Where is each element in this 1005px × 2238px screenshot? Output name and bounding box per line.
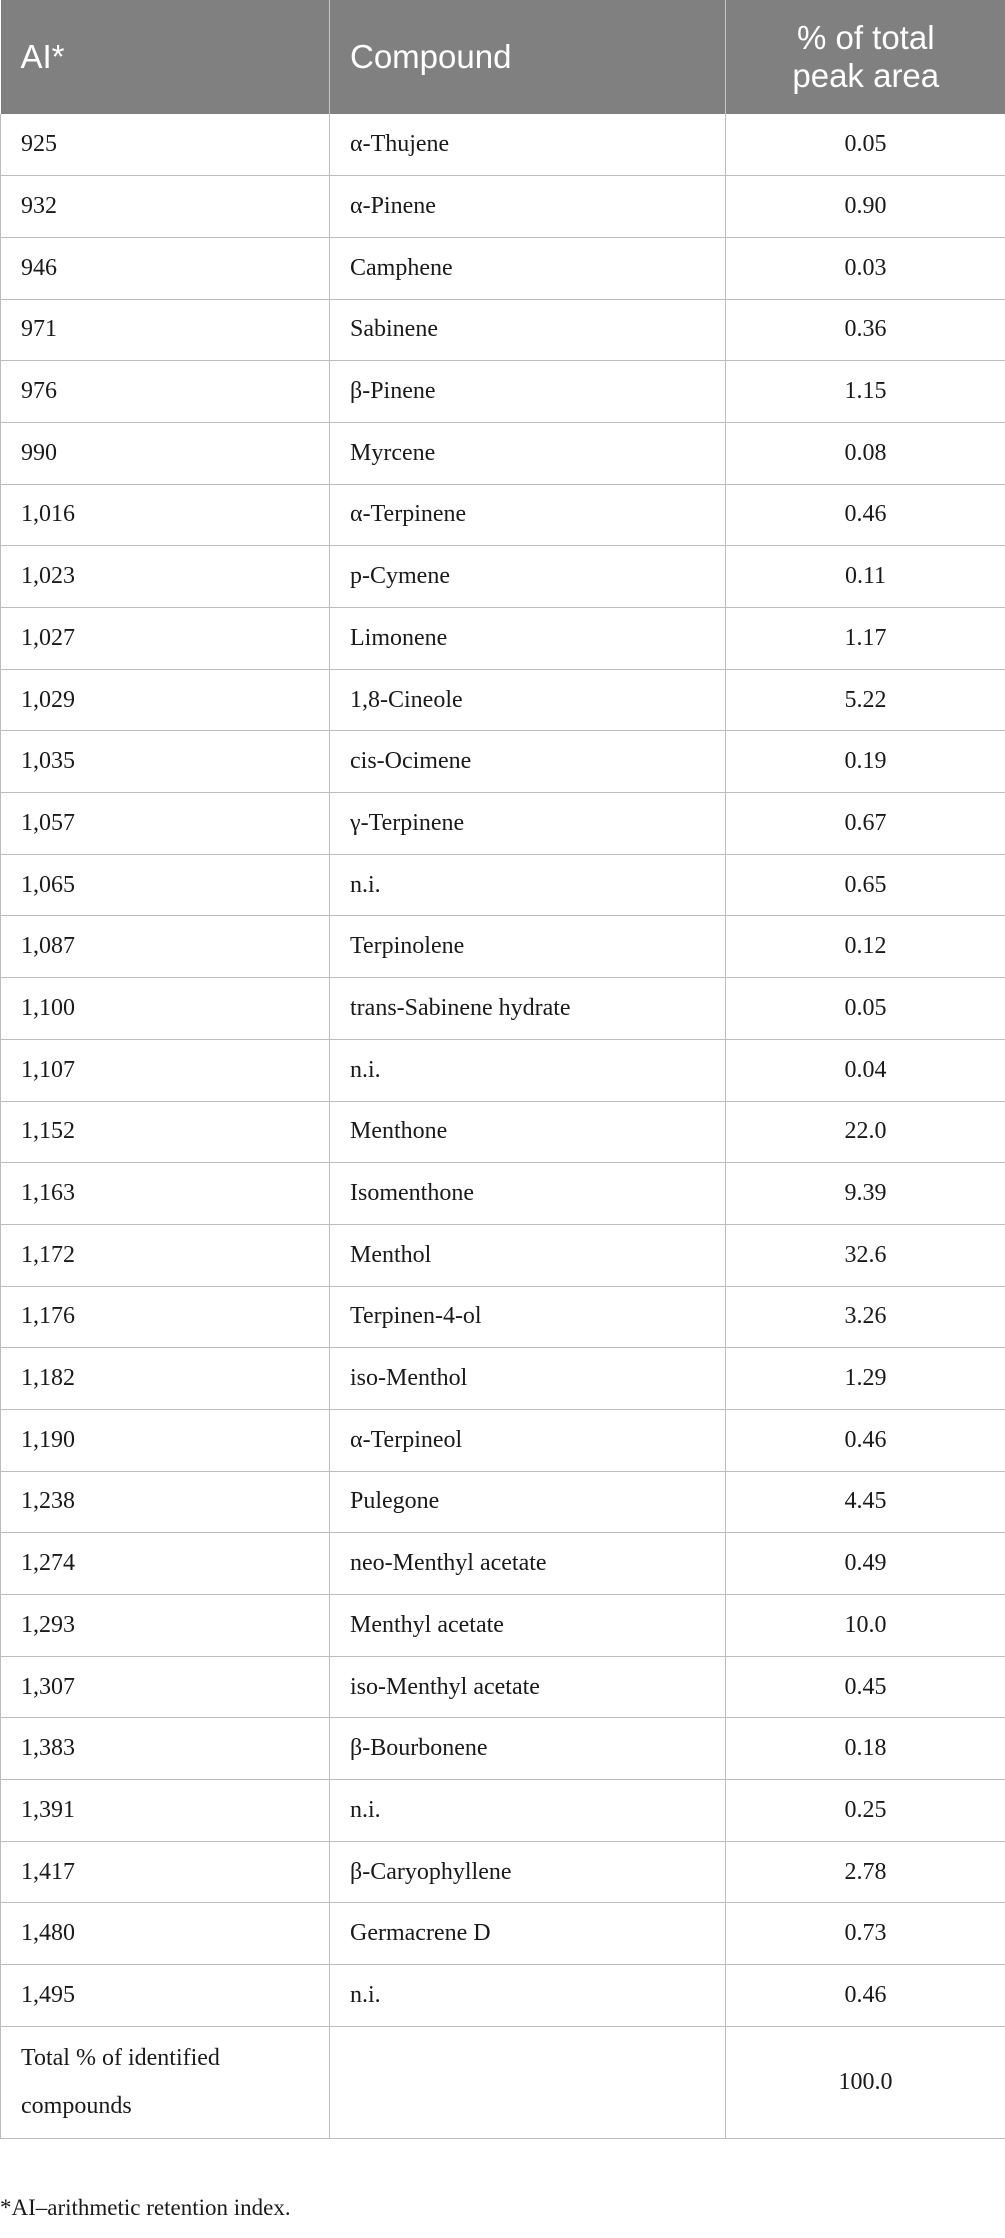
ai-cell: 946 [1, 237, 330, 299]
ai-cell: 1,417 [1, 1841, 330, 1903]
compound-cell: γ-Terpinene [330, 793, 726, 855]
table-row [1, 176, 1005, 238]
ai-cell: 1,152 [1, 1101, 330, 1163]
percent-cell: 1.29 [726, 1348, 1005, 1410]
percent-cell: 22.0 [726, 1101, 1005, 1163]
table-row [1, 1286, 1005, 1348]
compound-cell: α-Pinene [330, 176, 726, 238]
ai-cell: 971 [1, 299, 330, 361]
table-row [1, 793, 1005, 855]
table-row [1, 114, 1005, 176]
table-row [1, 1409, 1005, 1471]
total-label-line1: Total % of identified [21, 2045, 220, 2072]
table-row [1, 608, 1005, 670]
compound-cell: α-Terpinene [330, 484, 726, 546]
compound-cell: β-Pinene [330, 361, 726, 423]
percent-cell: 0.73 [726, 1903, 1005, 1965]
percent-cell: 0.08 [726, 422, 1005, 484]
percent-cell: 4.45 [726, 1471, 1005, 1533]
percent-cell: 1.17 [726, 608, 1005, 670]
percent-cell: 0.49 [726, 1533, 1005, 1595]
percent-cell: 0.46 [726, 484, 1005, 546]
table-row [1, 916, 1005, 978]
total-label [1, 2026, 330, 2138]
header-ai: AI* [1, 0, 330, 114]
ai-cell: 1,029 [1, 669, 330, 731]
table-row [1, 1224, 1005, 1286]
percent-cell: 0.46 [726, 1965, 1005, 2027]
percent-cell: 10.0 [726, 1595, 1005, 1657]
percent-cell: 0.03 [726, 237, 1005, 299]
ai-cell: 1,274 [1, 1533, 330, 1595]
compound-cell: n.i. [330, 1965, 726, 2027]
header-row [1, 0, 1005, 114]
table-row [1, 1471, 1005, 1533]
compound-cell: neo-Menthyl acetate [330, 1533, 726, 1595]
total-row [1, 2026, 1005, 2138]
percent-cell: 0.05 [726, 978, 1005, 1040]
percent-cell: 2.78 [726, 1841, 1005, 1903]
compound-cell: Isomenthone [330, 1163, 726, 1225]
compound-cell: Myrcene [330, 422, 726, 484]
table-row [1, 731, 1005, 793]
percent-cell: 0.12 [726, 916, 1005, 978]
compound-cell: n.i. [330, 854, 726, 916]
table-row [1, 484, 1005, 546]
ai-cell: 1,182 [1, 1348, 330, 1410]
compound-cell: p-Cymene [330, 546, 726, 608]
table-row [1, 978, 1005, 1040]
ai-cell: 1,100 [1, 978, 330, 1040]
ai-cell: 1,480 [1, 1903, 330, 1965]
table-row [1, 1533, 1005, 1595]
header-percent-line1: % of total [796, 19, 935, 56]
ai-cell: 1,307 [1, 1656, 330, 1718]
compound-cell: n.i. [330, 1780, 726, 1842]
ai-cell: 1,383 [1, 1718, 330, 1780]
header-percent [726, 0, 1005, 114]
ai-cell: 1,163 [1, 1163, 330, 1225]
percent-cell: 0.36 [726, 299, 1005, 361]
percent-cell: 0.45 [726, 1656, 1005, 1718]
compound-cell: Limonene [330, 608, 726, 670]
ai-cell: 1,176 [1, 1286, 330, 1348]
ai-cell: 1,023 [1, 546, 330, 608]
table-row [1, 1163, 1005, 1225]
percent-cell: 0.04 [726, 1039, 1005, 1101]
table-row [1, 422, 1005, 484]
ai-cell: 925 [1, 114, 330, 176]
ai-cell: 990 [1, 422, 330, 484]
ai-cell: 1,035 [1, 731, 330, 793]
compound-cell: Pulegone [330, 1471, 726, 1533]
table-row [1, 854, 1005, 916]
ai-cell: 1,172 [1, 1224, 330, 1286]
ai-cell: 1,057 [1, 793, 330, 855]
compound-cell: β-Caryophyllene [330, 1841, 726, 1903]
table-row [1, 1718, 1005, 1780]
table-footnote: *AI–arithmetic retention index. [0, 2194, 291, 2220]
percent-cell: 1.15 [726, 361, 1005, 423]
table-row [1, 1780, 1005, 1842]
compound-cell: Menthol [330, 1224, 726, 1286]
percent-cell: 32.6 [726, 1224, 1005, 1286]
ai-cell: 1,293 [1, 1595, 330, 1657]
table-row [1, 1039, 1005, 1101]
ai-cell: 1,065 [1, 854, 330, 916]
table-body [1, 114, 1005, 2138]
compound-cell: trans-Sabinene hydrate [330, 978, 726, 1040]
table-row [1, 1965, 1005, 2027]
percent-cell: 0.11 [726, 546, 1005, 608]
compound-cell: Menthyl acetate [330, 1595, 726, 1657]
percent-cell: 0.05 [726, 114, 1005, 176]
compound-cell: Terpinen-4-ol [330, 1286, 726, 1348]
compound-cell: Camphene [330, 237, 726, 299]
total-label-line2: compounds [21, 2093, 132, 2120]
compound-cell: iso-Menthol [330, 1348, 726, 1410]
compound-cell: 1,8-Cineole [330, 669, 726, 731]
compound-cell: n.i. [330, 1039, 726, 1101]
table-row [1, 669, 1005, 731]
ai-cell: 1,107 [1, 1039, 330, 1101]
percent-cell: 0.65 [726, 854, 1005, 916]
compound-cell: β-Bourbonene [330, 1718, 726, 1780]
total-compound-cell [330, 2026, 726, 2138]
percent-cell: 0.18 [726, 1718, 1005, 1780]
compound-cell: iso-Menthyl acetate [330, 1656, 726, 1718]
percent-cell: 0.19 [726, 731, 1005, 793]
compound-cell: α-Thujene [330, 114, 726, 176]
compound-cell: Terpinolene [330, 916, 726, 978]
compound-cell: α-Terpineol [330, 1409, 726, 1471]
table-header [1, 0, 1005, 114]
compound-cell: Germacrene D [330, 1903, 726, 1965]
table-row [1, 1101, 1005, 1163]
table-row [1, 1903, 1005, 1965]
percent-cell: 0.25 [726, 1780, 1005, 1842]
ai-cell: 1,027 [1, 608, 330, 670]
total-percent: 100.0 [726, 2026, 1005, 2138]
table-row [1, 1595, 1005, 1657]
table-row [1, 1348, 1005, 1410]
compound-cell: cis-Ocimene [330, 731, 726, 793]
percent-cell: 9.39 [726, 1163, 1005, 1225]
table-row [1, 546, 1005, 608]
percent-cell: 5.22 [726, 669, 1005, 731]
percent-cell: 3.26 [726, 1286, 1005, 1348]
header-compound: Compound [330, 0, 726, 114]
ai-cell: 1,087 [1, 916, 330, 978]
percent-cell: 0.46 [726, 1409, 1005, 1471]
ai-cell: 1,391 [1, 1780, 330, 1842]
ai-cell: 1,190 [1, 1409, 330, 1471]
ai-cell: 1,016 [1, 484, 330, 546]
compound-cell: Sabinene [330, 299, 726, 361]
compound-cell: Menthone [330, 1101, 726, 1163]
ai-cell: 1,238 [1, 1471, 330, 1533]
header-percent-line2: peak area [792, 57, 940, 94]
table-row [1, 237, 1005, 299]
ai-cell: 976 [1, 361, 330, 423]
table-row [1, 1841, 1005, 1903]
ai-cell: 932 [1, 176, 330, 238]
ai-cell: 1,495 [1, 1965, 330, 2027]
percent-cell: 0.67 [726, 793, 1005, 855]
table-row [1, 299, 1005, 361]
percent-cell: 0.90 [726, 176, 1005, 238]
table-row [1, 361, 1005, 423]
table-row [1, 1656, 1005, 1718]
